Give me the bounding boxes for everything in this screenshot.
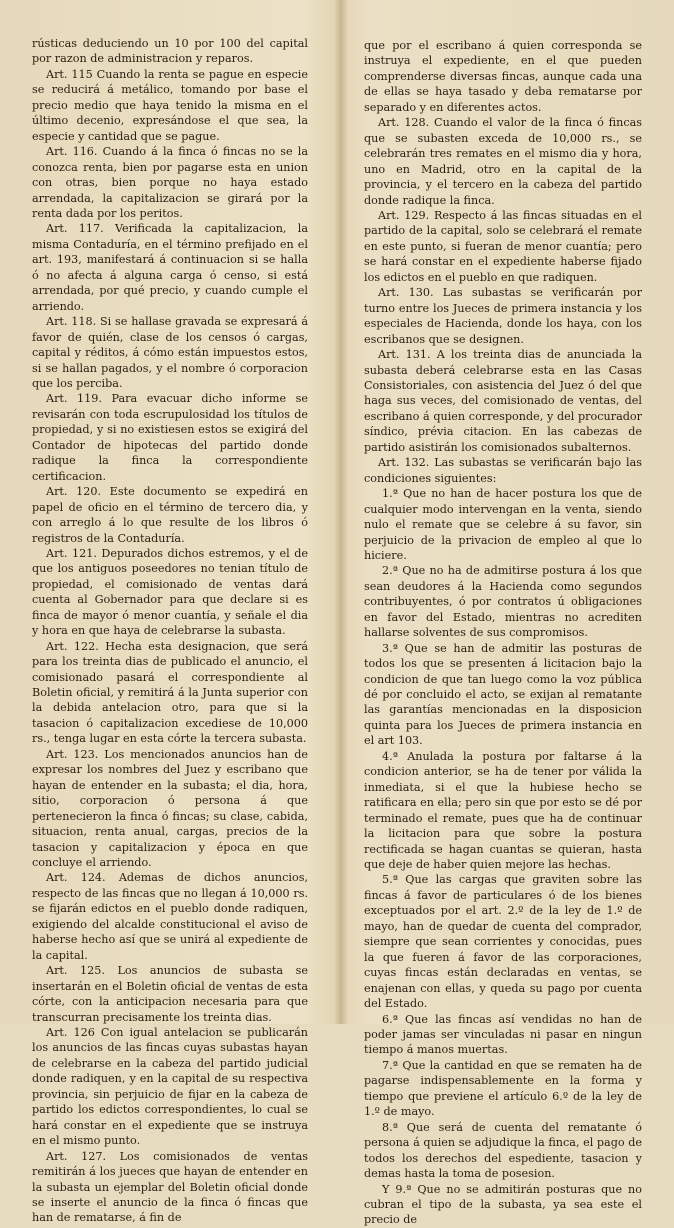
paragraph: Art. 120. Este documento se expedirá en papel de oficio en el término de tercero dia, y con arreglo á lo que resulte de los libros ó registros de la Contaduría. xyxy=(32,485,308,545)
paragraph: que por el escribano á quien corresponda se instruya el expediente, en el que pueden comprenderse diversas fincas, aunque cada una de ellas se haya tasado y deba rematarse por separado y en diferentes actos. xyxy=(364,39,642,114)
paragraph: Art. 118. Si se hallase gravada se expresará á favor de quién, clase de los censos ó cargas, capital y réditos, á cómo están impuestos estos, si se hallan pagados, y el nombre ó corporacion que los perciba. xyxy=(32,315,308,390)
paragraph: Art. 125. Los anuncios de subasta se insertarán en el Boletin oficial de ventas de esta córte, con la anticipacion necesaria para que transcurran precisamente los treinta dias. xyxy=(32,964,308,1024)
condition-item: 3.ª Que se han de admitir las posturas de todos los que se presenten á licitacion bajo la condicion de que tan luego como la voz pública dé por concluido el acto, se exijan al rematante las garantías mencionadas en la disposicion quinta para los Jueces de primera instancia en el art 103. xyxy=(364,641,642,748)
condition-item: 5.ª Que las cargas que graviten sobre las fincas á favor de particulares ó de los bienes exceptuados por el art. 2.º de la ley de 1.º de mayo, han de quedar de cuenta del comprador, siempre que sean corrientes y conocidas, pues la que fueren á favor de las corporaciones, cuyas fincas están declaradas en ventas, se enajenan con ellas, y queda su pago por cuenta del Estado. xyxy=(364,873,642,1011)
page-gutter xyxy=(334,0,348,1024)
condition-item: 6.ª Que las fincas así vendidas no han de poder jamas ser vinculadas ni pasar en ningun tiempo á manos muertas. xyxy=(364,1012,642,1057)
paragraph: Art. 130. Las subastas se verificarán por turno entre los Jueces de primera instancia y los especiales de Hacienda, donde los haya, con los escribanos que se designen. xyxy=(364,286,642,346)
condition-item: 8.ª Que será de cuenta del rematante ó persona á quien se adjudique la finca, el pago de todos los derechos del espediente, tasacion y demas hasta la toma de posesion. xyxy=(364,1120,642,1181)
paragraph: Art. 129. Respecto á las fincas situadas en el partido de la capital, solo se celebrará el remate en este punto, si fueran de menor cuantía; pero se hará constar en el expediente haberse fijado los edictos en el pueblo en que radiquen. xyxy=(364,208,642,284)
paragraph: Art. 132. Las subastas se verificarán bajo las condiciones siguientes: xyxy=(364,456,642,485)
paragraph: Art. 115 Cuando la renta se pague en especie se reducirá á metálico, tomando por base el precio medio que haya tenido la misma en el último decenio, expresándose el que sea, la especie y cantidad que se pague. xyxy=(32,67,308,143)
paragraph: Art. 117. Verificada la capitalizacion, la misma Contaduría, en el término prefijado en el art. 193, manifestará á continuacion si se halla ó no afecta á alguna carga ó censo, si está arrendada, por qué precio, y cuando cumple el arriendo. xyxy=(32,222,308,313)
condition-item: 2.ª Que no ha de admitirse postura á los que sean deudores á la Hacienda como segundos contribuyentes, ó por contratos ú obligaciones en favor del Estado, mientras no acrediten hallarse solventes de sus compromisos. xyxy=(364,564,642,640)
condition-item: 1.ª Que no han de hacer postura los que de cualquier modo intervengan en la venta, siendo nulo el remate que se celebre á su favor, sin perjuicio de la privacion de empleo al que lo hiciere. xyxy=(364,487,642,562)
paragraph: Art. 126 Con igual antelacion se publicarán los anuncios de las fincas cuyas subastas hayan de celebrarse en la cabeza del partido judicial donde radiquen, y en la capital de su respectiva provincia, sin perjuicio de fijar en la cabeza de partido los edictos correspondientes, lo cual se hará constar en el expediente que se instruya en el mismo punto. xyxy=(32,1026,308,1148)
paragraph: Art. 116. Cuando á la finca ó fincas no se la conozca renta, bien por pagarse esta en union con otras, bien porque no haya estado arrendada, la capitalizacion se girará por la renta dada por los peritos. xyxy=(32,145,308,220)
paragraph: Art. 121. Depurados dichos estremos, y el de que los antiguos poseedores no tenian título de propiedad, el comisionado de ventas dará cuenta al Gobernador para que declare si es finca de mayor ó menor cuantía, y señale el dia y hora en que haya de celebrarse la subasta. xyxy=(32,546,308,638)
paragraph: Art. 119. Para evacuar dicho informe se revisarán con toda escrupulosidad los títulos de propiedad, y si no existiesen estos se exigirá del Contador de hipotecas del partido donde radique la finca la correspondiente certificacion. xyxy=(32,392,308,483)
condition-item: 7.ª Que la cantidad en que se rematen ha de pagarse indispensablemente en la forma y tiempo que previene el artículo 6.º de la ley de 1.º de mayo. xyxy=(364,1058,642,1119)
condition-item: Y 9.ª Que no se admitirán posturas que no cubran el tipo de la subasta, ya sea este el precio de xyxy=(364,1182,642,1227)
paragraph: Art. 123. Los mencionados anuncios han de expresar los nombres del Juez y escribano que hayan de entender en la subasta; el dia, hora, sitio, corporacion ó persona á que pertenecieron la finca ó fincas; su clase, cabida, situacion, renta anual, cargas, precios de la tasacion y capitalizacion y época en que concluye el arriendo. xyxy=(32,747,308,870)
paragraph: rústicas deduciendo un 10 por 100 del capital por razon de administracion y reparos. xyxy=(32,37,308,66)
paragraph: Art. 124. Ademas de dichos anuncios, respecto de las fincas que no llegan á 10,000 rs. se fijarán edictos en el pueblo donde radiquen, exigiendo del alcalde constitucional el aviso de haberse hecho así que se unirá al expediente de la capital. xyxy=(32,871,308,962)
right-column xyxy=(364,38,642,1227)
condition-item: 4.ª Anulada la postura por faltarse á la condicion anterior, se ha de tener por válida la inmediata, si el que la hubiese hecho se ratificara en ella; pero sin que por esto se dé por terminado el remate, pues que ha de continuar la licitacion para que sobre la postura rectificada se hagan cuantas se quieran, hasta que deje de haber quien mejore las hechas. xyxy=(364,749,642,872)
paragraph: Art. 131. A los treinta dias de anunciada la subasta deberá celebrarse esta en las Casas Consistoriales, con asistencia del Juez ó del que haga sus veces, del comisionado de ventas, del escribano á quien corresponde, y del procurador síndico, prévia citacion. En las cabezas de partido asistirán los comisionados subalternos. xyxy=(364,348,642,454)
paragraph: Art. 122. Hecha esta designacion, que será para los treinta dias de publicado el anuncio, el comisionado pasará el correspondiente al Boletin oficial, y remitirá á la Junta superior con la debida antelacion otro, para que si la tasacion ó capitalizacion excediese de 10,000 rs., tenga lugar en esta córte la tercera subasta. xyxy=(32,639,308,746)
left-column xyxy=(32,36,308,1225)
paragraph: Art. 128. Cuando el valor de la finca ó fincas que se subasten exceda de 10,000 rs., se celebrarán tres remates en el mismo dia y hora, uno en Madrid, otro en la capital de la provincia, y el tercero en la cabeza del partido donde radique la finca. xyxy=(364,116,642,207)
paragraph: Art. 127. Los comisionados de ventas remitirán á los jueces que hayan de entender en la subasta un ejemplar del Boletin oficial donde se inserte el anuncio de la finca ó fincas que han de rematarse, á fin de xyxy=(32,1149,308,1225)
